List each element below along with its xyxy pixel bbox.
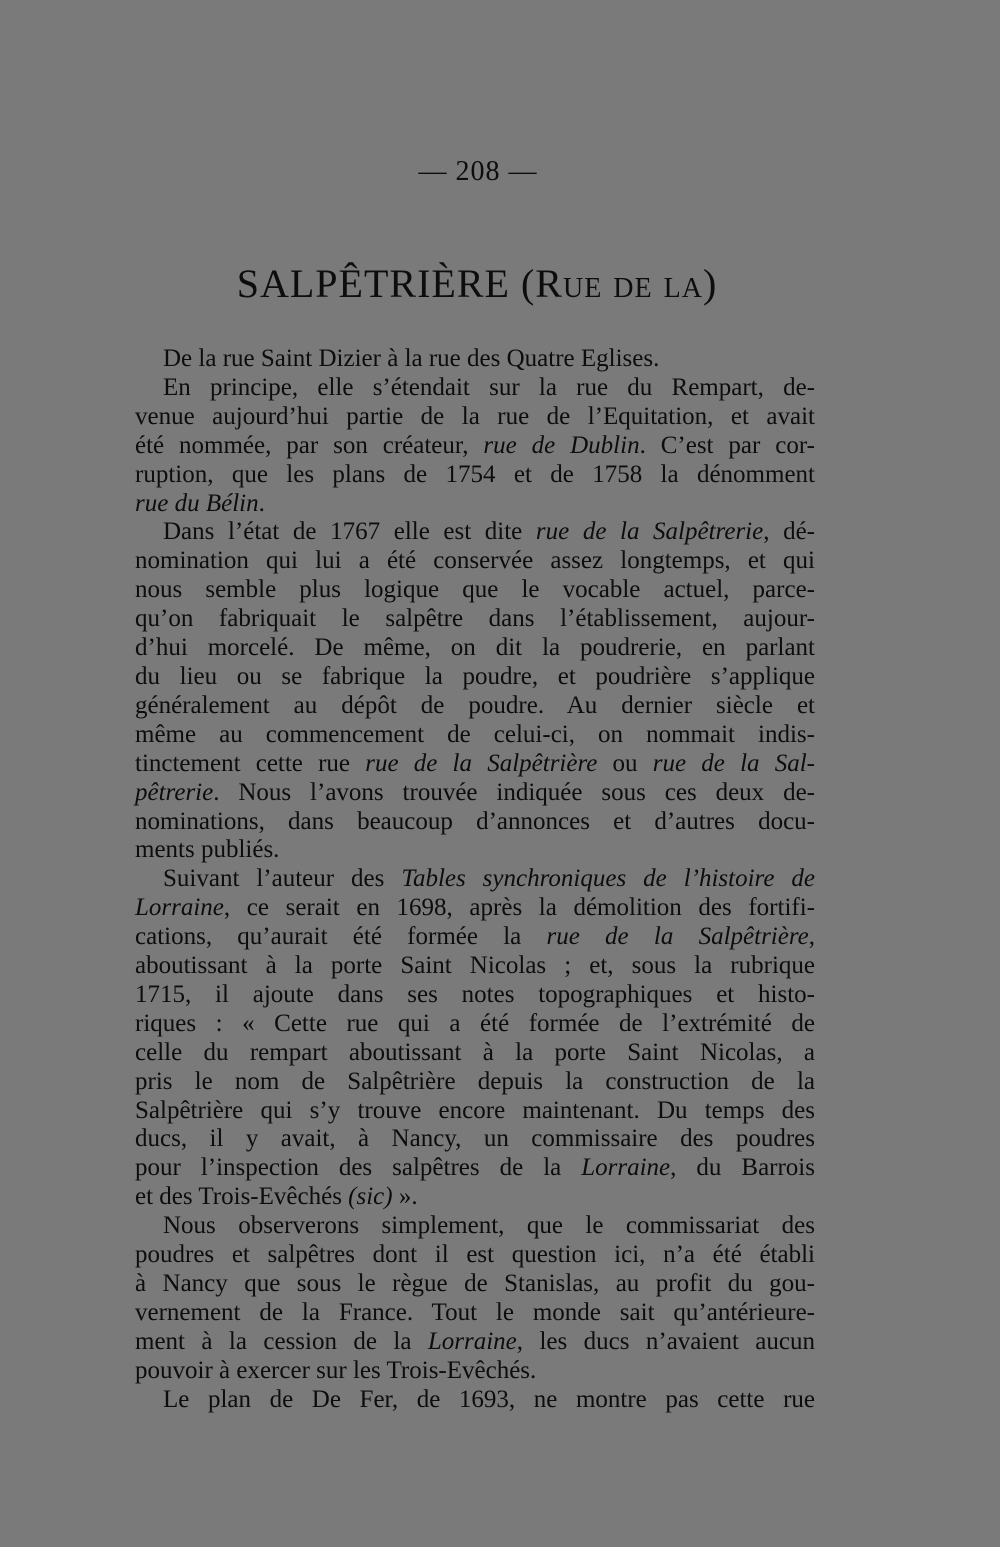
text-line: pouvoir à exercer sur les Trois-Evêchés.	[135, 1356, 537, 1384]
text-line: nominations, dans beaucoup d’annonces et d’autres docu-	[135, 807, 815, 835]
text-line: Le plan de De Fer, de 1693, ne montre pas cette rue	[163, 1385, 815, 1413]
title-main: SALPÊTRIÈRE	[236, 261, 510, 306]
text-line: En principe, elle s’étendait sur la rue du Rempart, de-	[163, 373, 815, 401]
text-line: riques : « Cette rue qui a été formée de l’extrémité de	[135, 1009, 815, 1037]
text-line: cations, qu’aurait été formée la rue de la Salpêtrière,	[135, 923, 815, 951]
text-line: pour l’inspection des salpêtres de la Lorraine, du Barrois	[135, 1154, 815, 1182]
text-line: pêtrerie. Nous l’avons trouvée indiquée sous ces deux de-	[135, 778, 815, 806]
text-line: 1715, il ajoute dans ses notes topographiques et histo-	[135, 980, 815, 1008]
text-line: aboutissant à la porte Saint Nicolas ; et, sous la rubrique	[135, 952, 815, 980]
text-line: tinctement cette rue rue de la Salpêtrière ou rue de la Sal-	[135, 749, 816, 777]
text-line: Lorraine, ce serait en 1698, après la démolition des fortifi-	[135, 894, 815, 922]
text-line: celle du rempart aboutissant à la porte Saint Nicolas, a	[135, 1038, 815, 1066]
text-line: été nommée, par son créateur, rue de Dublin. C’est par cor-	[135, 431, 815, 459]
text-line: rue du Bélin.	[135, 489, 265, 517]
page-number: — 208 —	[418, 156, 538, 187]
text-line: nomination qui lui a été conservée assez longtemps, et qui	[135, 547, 815, 575]
text-line: De la rue Saint Dizier à la rue des Quatre Eglises.	[163, 345, 660, 372]
text-line: généralement au dépôt de poudre. Au dernier siècle et	[135, 691, 815, 719]
text-line: nous semble plus logique que le vocable actuel, parce-	[135, 576, 815, 604]
text-line: ruption, que les plans de 1754 et de 1758 la dénomment	[135, 460, 815, 488]
text-line: ments publiés.	[135, 836, 280, 864]
text-line: Suivant l’auteur des Tables synchroniques de l’histoire de	[163, 865, 815, 893]
text-line: Nous observerons simplement, que le commissariat des	[163, 1212, 815, 1240]
text-line: ment à la cession de la Lorraine, les ducs n’avaient aucun	[135, 1327, 815, 1355]
text-line: venue aujourd’hui partie de la rue de l’Equitation, et avait	[135, 402, 815, 430]
text-line: du lieu ou se fabrique la poudre, et poudrière s’applique	[135, 662, 815, 690]
text-line: pris le nom de Salpêtrière depuis la construction de la	[135, 1067, 815, 1095]
title-sub: (Rue de la)	[520, 261, 718, 306]
text-line: vernement de la France. Tout le monde sait qu’antérieure-	[135, 1298, 815, 1326]
text-line: poudres et salpêtres dont il est question ici, n’a été établi	[135, 1241, 815, 1269]
text-line: Dans l’état de 1767 elle est dite rue de la Salpêtrerie, dé-	[163, 518, 815, 546]
text-line: et des Trois-Evêchés (sic) ».	[135, 1183, 418, 1211]
body-text	[135, 345, 815, 1415]
text-line: d’hui morcelé. De même, on dit la poudrerie, en parlant	[135, 634, 815, 662]
page-title	[0, 260, 954, 307]
text-line: qu’on fabriquait le salpêtre dans l’établissement, aujour-	[135, 605, 815, 633]
text-line: Salpêtrière qui s’y trouve encore maintenant. Du temps des	[135, 1096, 815, 1124]
text-line: même au commencement de celui-ci, on nommait indis-	[135, 720, 815, 748]
text-line: ducs, il y avait, à Nancy, un commissaire des poudres	[135, 1125, 815, 1153]
text-line: à Nancy que sous le règue de Stanislas, au profit du gou-	[135, 1270, 815, 1297]
